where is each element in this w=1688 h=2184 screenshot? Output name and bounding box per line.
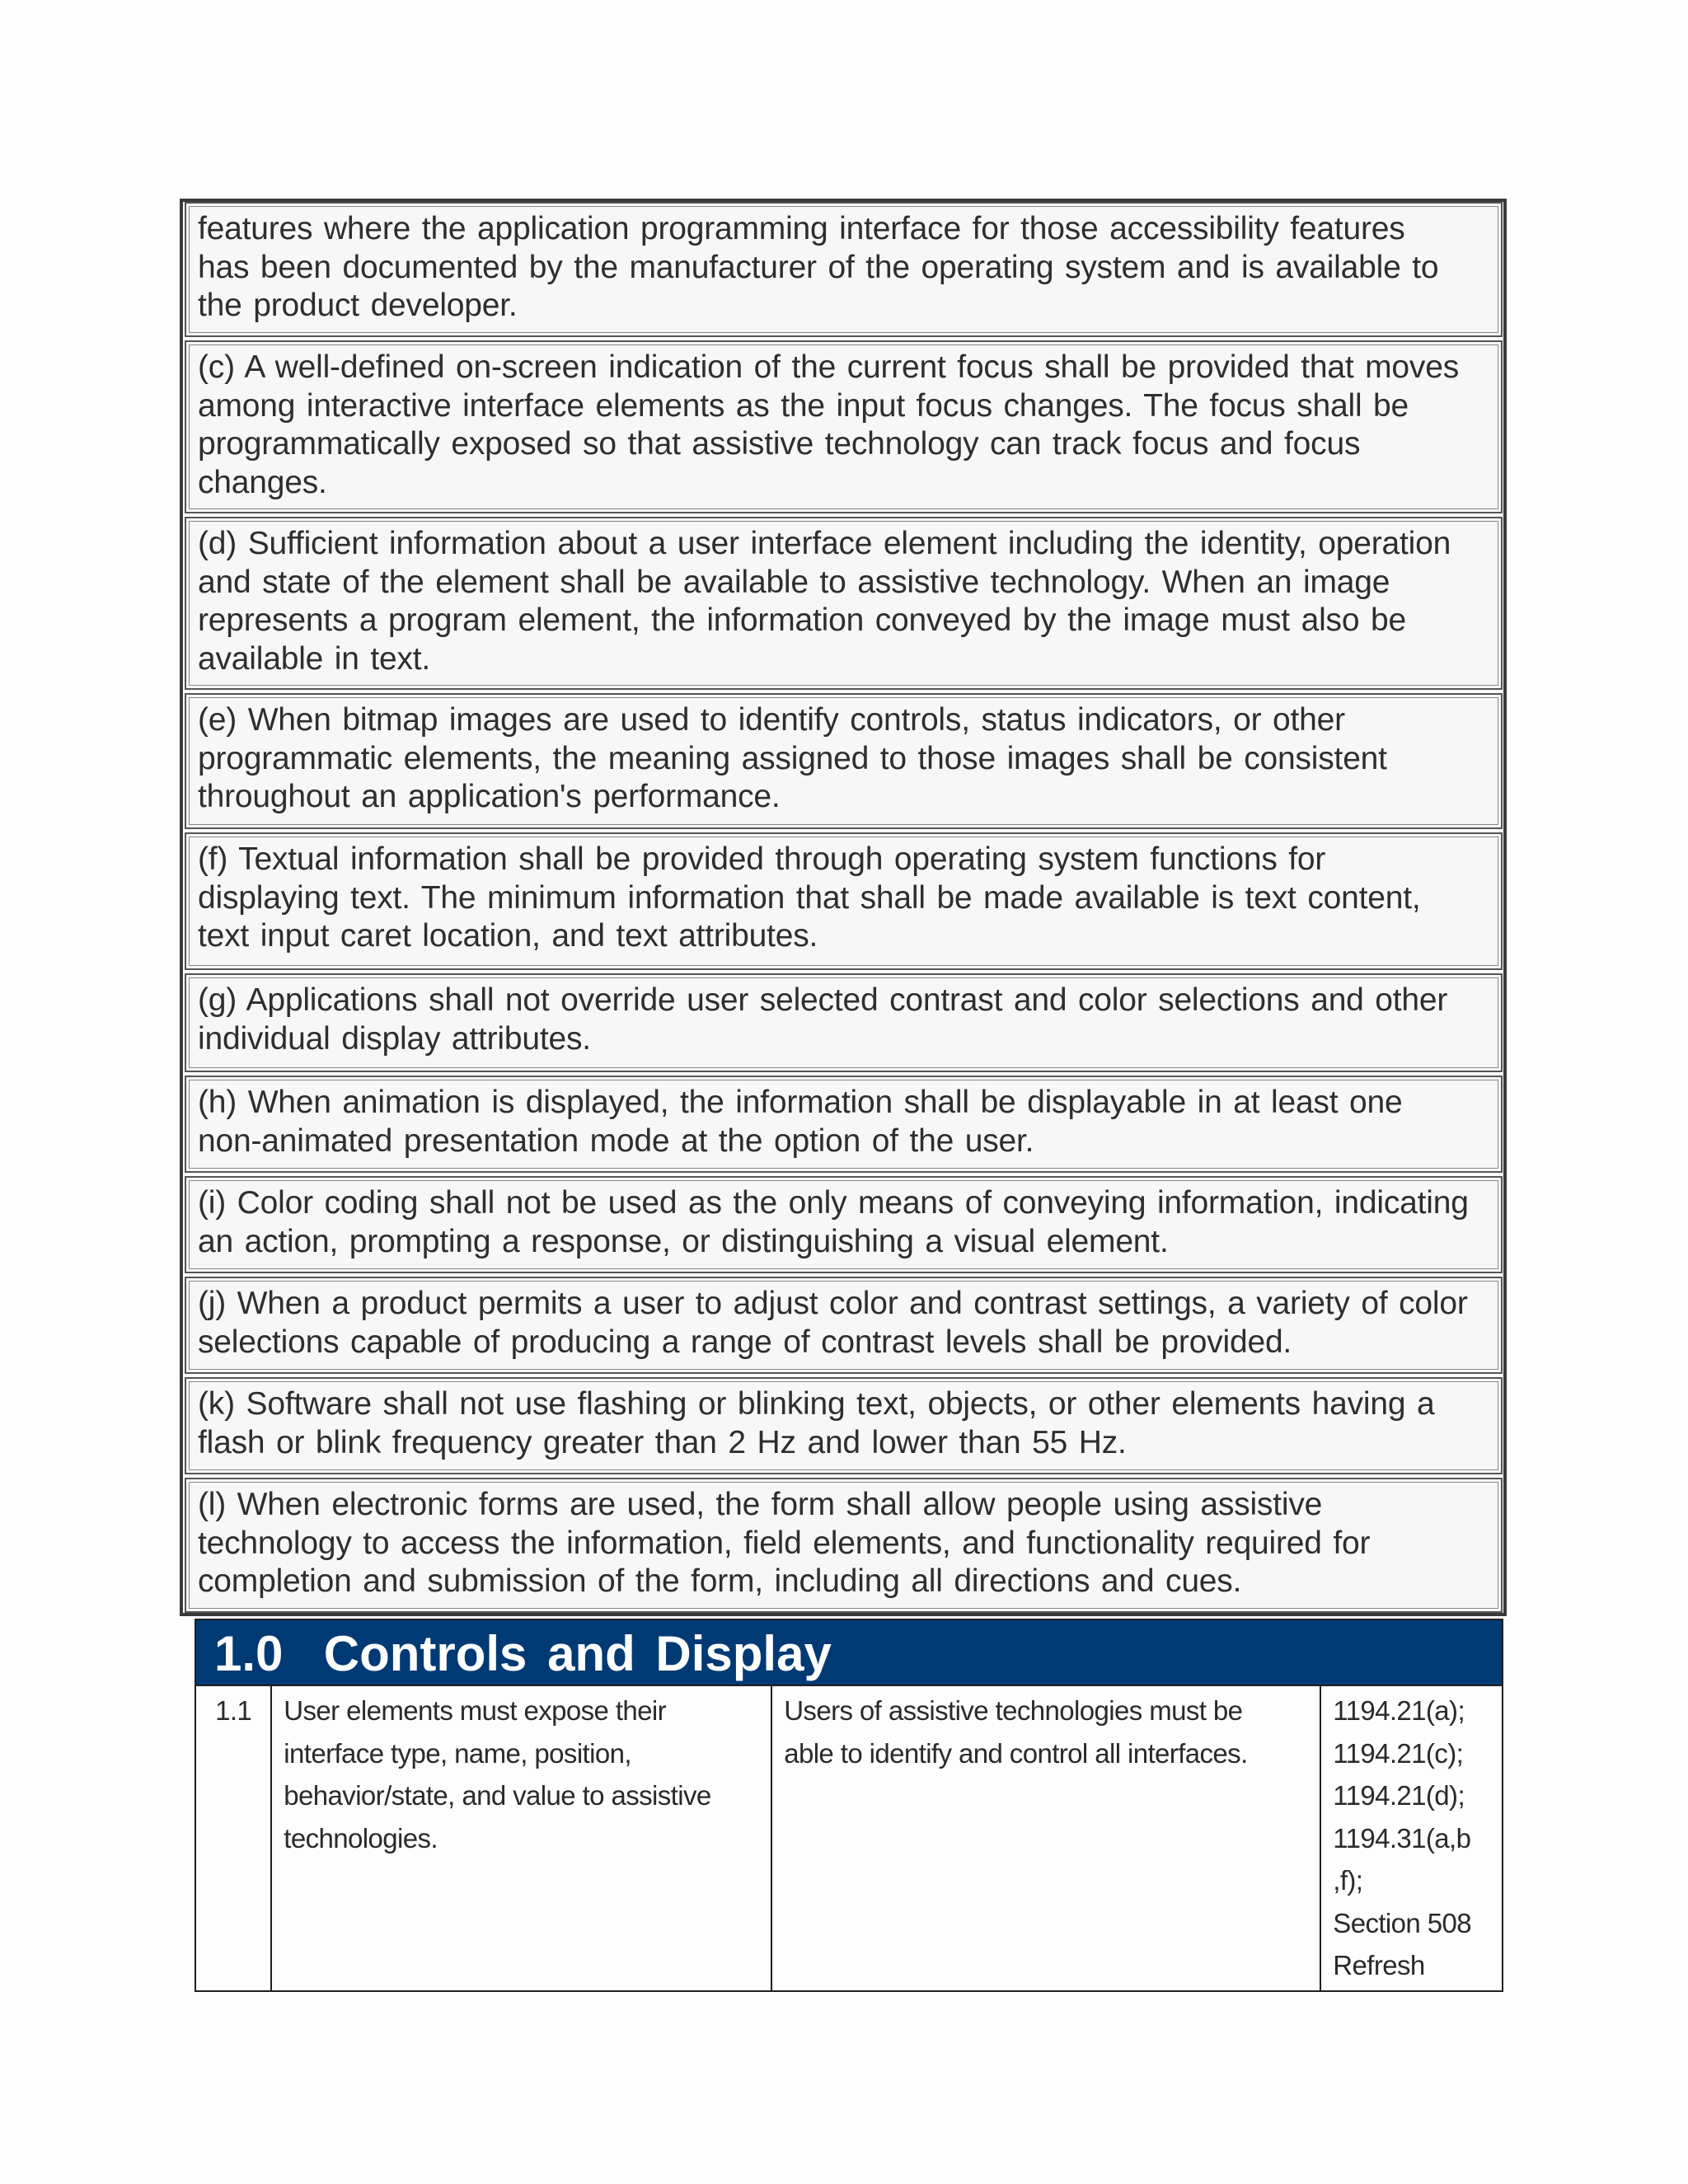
requirement-references: 1194.21(a); 1194.21(c); 1194.21(d); 1194.31(a,b ,f); Section 508 Refresh [1320, 1685, 1503, 1991]
section-header [195, 1619, 1503, 1686]
table-row [195, 1685, 1503, 1991]
clause-g: (g) Applications shall not override user selected contrast and color selections and other individual display attributes. [185, 973, 1503, 1072]
clause-h: (h) When animation is displayed, the information shall be displayable in at least one non-animated presentation mode at the option of the user. [185, 1076, 1503, 1173]
clause-b-continued: features where the application programming interface for those accessibility features has been documented by the manufacturer of the operating system and is available to the product developer. [185, 202, 1503, 337]
requirements-table [195, 1685, 1503, 1992]
clause-d: (d) Sufficient information about a user interface element including the identity, operation and state of the element shall be available to assistive technology. When an image represents a program element, the information conveyed by the image must also be available in text. [185, 517, 1503, 690]
section-title: 1.0 Controls and Display [214, 1626, 832, 1681]
requirement-text: User elements must expose their interface type, name, position, behavior/state, and value to assistive technologies. [271, 1685, 771, 1991]
clause-f: (f) Textual information shall be provided through operating system functions for displaying text. The minimum information that shall be made available is text content, text input caret location, and text attributes. [185, 832, 1503, 970]
clause-k: (k) Software shall not use flashing or blinking text, objects, or other elements having a flash or blink frequency greater than 2 Hz and lower than 55 Hz. [185, 1377, 1503, 1474]
clause-c: (c) A well-defined on-screen indication of the current focus shall be provided that moves among interactive interface elements as the input focus changes. The focus shall be programmatically exposed so that assistive technology can track focus and focus changes. [185, 340, 1503, 513]
clause-j: (j) When a product permits a user to adjust color and contrast settings, a variety of color selections capable of producing a range of contrast levels shall be provided. [185, 1277, 1503, 1374]
requirement-number: 1.1 [195, 1685, 271, 1991]
requirement-rationale: Users of assistive technologies must be able to identify and control all interfaces. [771, 1685, 1320, 1991]
clause-i: (i) Color coding shall not be used as the only means of conveying information, indicating an action, prompting a response, or distinguishing a visual element. [185, 1176, 1503, 1273]
clause-l: (l) When electronic forms are used, the form shall allow people using assistive technology to access the information, field elements, and functionality required for completion and submission of the form, including all directions and cues. [185, 1478, 1503, 1613]
clause-e: (e) When bitmap images are used to identify controls, status indicators, or other programmatic elements, the meaning assigned to those images shall be consistent throughout an application's performance. [185, 693, 1503, 829]
